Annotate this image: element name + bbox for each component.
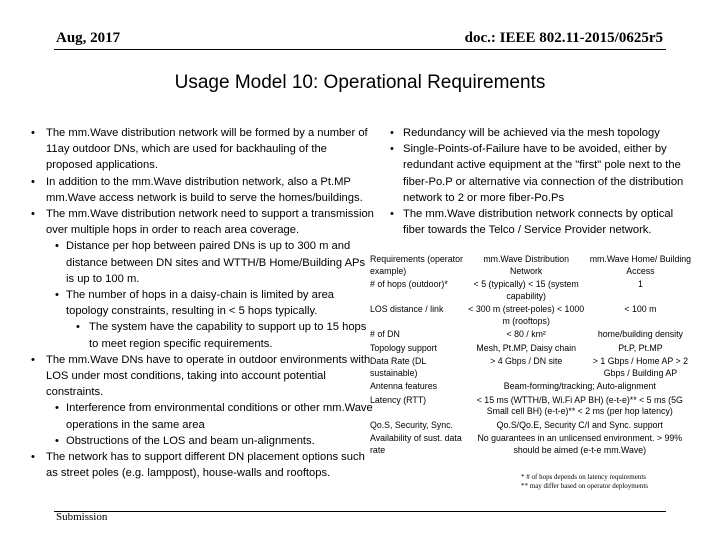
table-row	[369, 380, 694, 394]
table-cell: < 100 m	[624, 304, 657, 314]
bullet-item: • The mm.Wave distribution network will be formed by a number of 11ay outdoor DNs, which are used for backhauling of the proposed applications.	[31, 127, 368, 172]
bullet-icon: •	[31, 451, 35, 464]
table-header-cell: mm.Wave Home/ Building Access	[589, 254, 692, 276]
sub-sub-bullet-item: • The system have the capability to support up to 15 hops to meet region specific requirements.	[76, 321, 367, 350]
bullet-icon: •	[55, 240, 59, 253]
sub-bullet-item: • Interference from environmental conditions or other mm.Wave operations in the same area	[55, 402, 373, 431]
sub-bullet-item: • Distance per hop between paired DNs is up to 300 m and distance between DN sites and WTTH/B Home/Building APs is up to 100 m.	[55, 240, 366, 285]
table-row	[369, 278, 694, 303]
right-bullet-list	[388, 125, 688, 238]
table-cell: Topology support	[370, 342, 437, 353]
footnote: ** may differ based on operator deployments	[521, 482, 649, 490]
table-cell: 1	[637, 279, 643, 289]
bullet-icon: •	[55, 434, 59, 447]
header-rule	[54, 49, 666, 50]
bullet-icon: •	[31, 353, 35, 366]
sub-bullet-item: • The number of hops in a daisy-chain is limited by area topology constraints, resulting in < 5 hops typically.	[55, 289, 335, 318]
table-cell: < 300 m (street-poles) < 1000 m (rooftops)	[468, 304, 585, 326]
footnote: * # of hops depends on latency requirements	[521, 473, 646, 481]
bullet-icon: •	[390, 208, 394, 221]
table-cell: Beam-forming/tracking; Auto-alignment	[503, 381, 656, 391]
bullet-icon: •	[390, 127, 394, 139]
table-cell: > 1 Gbps / Home AP > 2 Gbps / Building AP	[592, 356, 688, 378]
footer-submission: Submission	[56, 511, 108, 523]
bullet-item: • Redundancy will be achieved via the mesh topology	[388, 125, 688, 141]
table-cell: > 4 Gbps / DN site	[490, 356, 563, 366]
table-cell: < 5 (typically) < 15 (system capability)	[473, 279, 579, 301]
bullet-item: • In addition to the mm.Wave distribution network, also a Pt.MP mm.Wave access network is build to serve the homes/buildings.	[31, 175, 363, 204]
header-document-id: doc.: IEEE 802.11-2015/0625r5	[464, 30, 663, 46]
table-cell: # of hops (outdoor)*	[370, 279, 448, 289]
table-cell: Pt.P, Pt.MP	[618, 342, 663, 353]
bullet-item: • The mm.Wave DNs have to operate in outdoor environments with LOS under most conditions, taking into account potential constraints.	[31, 353, 371, 399]
table-cell: # of DN	[370, 329, 400, 339]
table-cell: Mesh, Pt.MP, Daisy chain	[476, 342, 576, 353]
table-cell: Qo.S/Qo.E, Security C/I and Sync. support	[496, 419, 663, 430]
table-row	[369, 432, 694, 457]
bullet-icon: •	[55, 289, 59, 302]
bullet-icon: •	[390, 143, 394, 156]
table-cell: home/building density	[597, 329, 683, 339]
page-title: Usage Model 10: Operational Requirements	[174, 72, 546, 93]
left-bullet-list	[30, 125, 375, 481]
bullet-icon: •	[76, 321, 80, 334]
sub-bullet-item: • Obstructions of the LOS and beam un-alignments.	[30, 433, 375, 449]
table-cell: LOS distance / link	[370, 304, 444, 314]
bullet-icon: •	[31, 208, 35, 221]
header-date: Aug, 2017	[56, 30, 121, 46]
table-cell: No guarantees in an unlicensed environment. > 99% should be aimed (e-t-e mm.Wave)	[477, 433, 683, 455]
table-cell: Latency (RTT)	[370, 394, 427, 405]
table-footnotes	[518, 473, 648, 491]
bullet-icon: •	[31, 127, 35, 139]
bullet-item: • The mm.Wave distribution network connects by optical fiber towards the Telco / Service Provider network.	[390, 208, 674, 237]
table-cell: < 80 / km²	[506, 329, 546, 339]
requirements-table	[369, 253, 694, 457]
table-cell: Qo.S, Security, Sync.	[370, 419, 453, 430]
table-cell: Antenna features	[370, 381, 438, 391]
table-row	[369, 355, 694, 380]
table-header-row	[369, 253, 694, 278]
bullet-icon: •	[31, 175, 35, 188]
table-row	[369, 328, 694, 342]
table-row	[369, 419, 694, 433]
bullet-item: • Single-Points-of-Failure have to be avoided, either by redundant active equipment at the "first" pole next to the fiber-Po.P or alternative via connection of the distribution network to 2 or more fiber-Po.Ps	[390, 143, 684, 204]
table-cell: Availability of sust. data rate	[370, 433, 462, 455]
table-cell: Data Rate (DL sustainable)	[370, 356, 426, 378]
table-row	[369, 394, 694, 419]
table-row	[369, 342, 694, 356]
table-cell: < 15 ms (WTTH/B, Wi.Fi AP BH) (e-t-e)** < 5 ms (5G Small cell BH) (e-t-e)** < 2 ms (per hop latency)	[476, 394, 683, 416]
table-row	[369, 303, 694, 328]
bullet-icon: •	[55, 402, 59, 415]
bullet-item: • The mm.Wave distribution network need to support a transmission over multiple hops in order to reach area coverage.	[31, 208, 374, 237]
table-header-cell: Requirements (operator example)	[370, 254, 463, 276]
table-header-cell: mm.Wave Distribution Network	[483, 254, 570, 276]
bullet-item: • The network has to support different DN placement options such as street poles (e.g. lamppost), house-walls and rooftops.	[31, 451, 365, 480]
footer-rule	[54, 511, 666, 512]
